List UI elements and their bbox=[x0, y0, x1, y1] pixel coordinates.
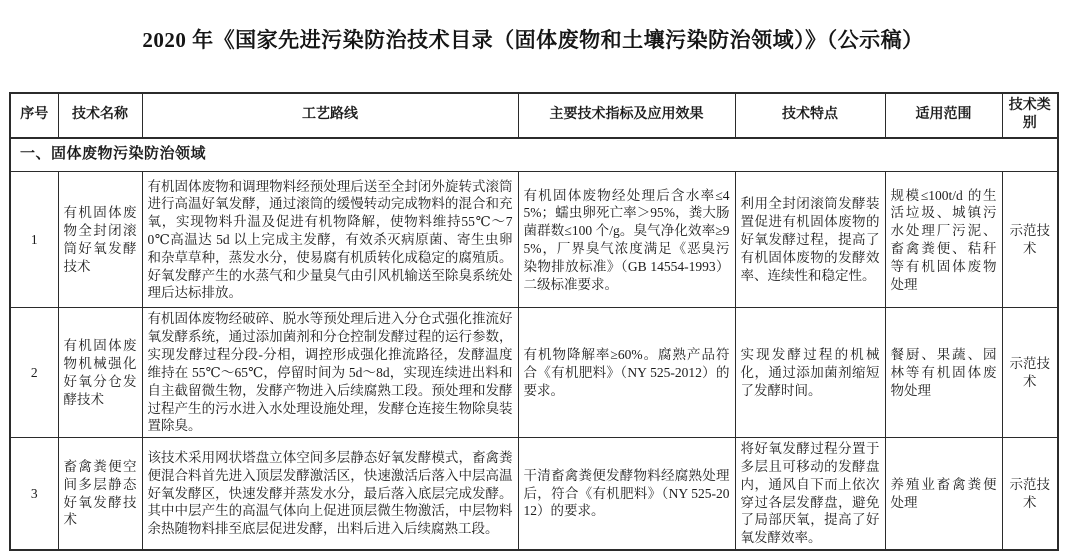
col-header-tech-name: 技术名称 bbox=[58, 93, 142, 138]
row-number: 2 bbox=[10, 308, 58, 438]
col-header-process-route: 工艺路线 bbox=[142, 93, 518, 138]
process-route: 有机固体废物经破碎、脱水等预处理后进入分仓式强化推流好氧发酵系统，通过添加菌剂和分仓控制发酵过程的运行参数，实现发酵过程分段-分相，调控形成强化推流路径，发酵温度维持在 55℃～65℃，停留时间为 5d～8d，实现连续进出料和自主截留微生物，发酵产物进入后续腐熟工段。预处理和发酵过程产生的污水进入水处理设施处理，发酵仓连接生物除臭装置除臭。 bbox=[142, 308, 518, 438]
col-header-features: 技术特点 bbox=[735, 93, 885, 138]
col-header-indicators: 主要技术指标及应用效果 bbox=[518, 93, 735, 138]
features: 利用全封闭滚筒发酵装置促进有机固体废物的好氧发酵过程，提高了有机固体废物的发酵效率、连续性和稳定性。 bbox=[735, 172, 885, 308]
row-number: 1 bbox=[10, 172, 58, 308]
category: 示范技术 bbox=[1002, 172, 1058, 308]
tech-name: 畜禽粪便空间多层静态好氧发酵技术 bbox=[58, 438, 142, 550]
process-route: 有机固体废物和调理物料经预处理后送至全封闭外旋转式滚筒进行高温好氧发酵，通过滚筒的缓慢转动完成物料的混合和充氧，实现物料升温及促进有机物降解，使物料维持55℃～70℃高温达 5d 以上完成主发酵，有效杀灭病原菌、寄生虫卵和杂草草种，蒸发水分，使易腐有机质转化成稳定的腐殖质。好氧发酵产生的水蒸气和少量臭气由引风机输送至除臭系统处理后达标排放。 bbox=[142, 172, 518, 308]
table-row bbox=[10, 438, 1058, 550]
table-row bbox=[10, 172, 1058, 308]
col-header-category: 技术类别 bbox=[1002, 93, 1058, 138]
indicators: 干清畜禽粪便发酵物料经腐熟处理后，符合《有机肥料》（NY 525-2012）的要求。 bbox=[518, 438, 735, 550]
scope: 养殖业畜禽粪便处理 bbox=[885, 438, 1002, 550]
indicators: 有机固体废物经处理后含水率≤45%；蠕虫卵死亡率＞95%，粪大肠菌群数≤100 个/g。臭气净化效率≥95%，厂界臭气浓度满足《恶臭污染物排放标准》（GB 14554-1993）二级标准要求。 bbox=[518, 172, 735, 308]
col-header-no: 序号 bbox=[10, 93, 58, 138]
row-number: 3 bbox=[10, 438, 58, 550]
technology-catalog-table bbox=[9, 92, 1059, 551]
category: 示范技术 bbox=[1002, 308, 1058, 438]
features: 将好氧发酵过程分置于多层且可移动的发酵盘内，通风自下而上依次穿过各层发酵盘，避免了局部厌氧，提高了好氧发酵效率。 bbox=[735, 438, 885, 550]
scope: 餐厨、果蔬、园林等有机固体废物处理 bbox=[885, 308, 1002, 438]
col-header-scope: 适用范围 bbox=[885, 93, 1002, 138]
indicators: 有机物降解率≥60%。腐熟产品符合《有机肥料》（NY 525-2012）的要求。 bbox=[518, 308, 735, 438]
tech-name: 有机固体废物机械强化好氧分仓发酵技术 bbox=[58, 308, 142, 438]
section-header: 一、固体废物污染防治领域 bbox=[10, 138, 1058, 172]
table-header-row bbox=[10, 93, 1058, 138]
features: 实现发酵过程的机械化，通过添加菌剂缩短了发酵时间。 bbox=[735, 308, 885, 438]
table-row bbox=[10, 308, 1058, 438]
section-header-row bbox=[10, 138, 1058, 172]
process-route: 该技术采用网状塔盘立体空间多层静态好氧发酵模式，畜禽粪便混合料首先进入顶层发酵激活区，快速激活后落入中层高温好氧发酵区，快速发酵并蒸发水分，最后落入底层完成发酵。其中中层产生的高温气体向上促进顶层微生物激活，中层物料余热随物料排至底层促进发酵，出料后进入后续腐熟工段。 bbox=[142, 438, 518, 550]
tech-name: 有机固体废物全封闭滚筒好氧发酵技术 bbox=[58, 172, 142, 308]
category: 示范技术 bbox=[1002, 438, 1058, 550]
page-title: 2020 年《国家先进污染防治技术目录（固体废物和土壤污染防治领域）》（公示稿） bbox=[142, 28, 924, 52]
scope: 规模≤100t/d 的生活垃圾、城镇污水处理厂污泥、畜禽粪便、秸秆等有机固体废物处理 bbox=[885, 172, 1002, 308]
